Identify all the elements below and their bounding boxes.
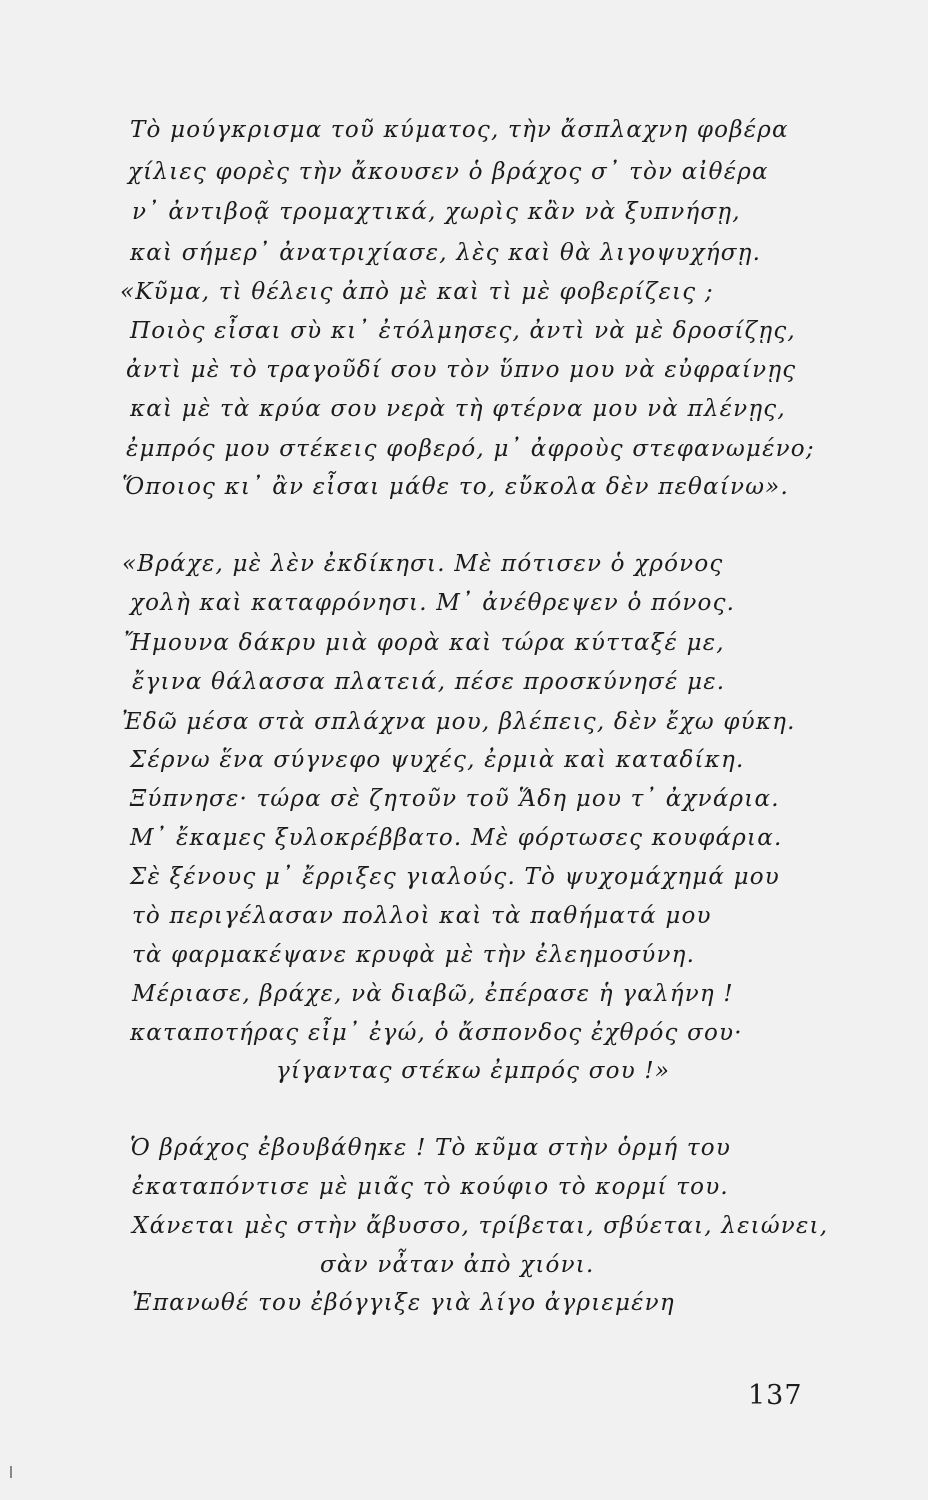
verse-line: Χάνεται μὲς στὴν ἄβυσσο, τρίβεται, σβύεται, λειώνει, xyxy=(132,1213,829,1239)
verse-line: Ἐπανωθέ του ἐβόγγιξε γιὰ λίγο ἀγριεμένη xyxy=(132,1290,675,1316)
page-number: 137 xyxy=(748,1380,803,1411)
verse-line: Ἐδῶ μέσα στὰ σπλάχνα μου, βλέπεις, δὲν ἔχω φύκη. xyxy=(122,709,796,735)
verse-line: ν᾽ ἀντιβοᾷ τρομαχτικά, χωρὶς κἂν νὰ ξυπνήσῃ, xyxy=(132,199,741,225)
margin-mark xyxy=(10,1466,12,1478)
verse-line: Ξύπνησε· τώρα σὲ ζητοῦν τοῦ Ἅδη μου τ᾽ ἀχνάρια. xyxy=(130,786,780,812)
verse-line: τὰ φαρμακέψανε κρυφὰ μὲ τὴν ἐλεημοσύνη. xyxy=(132,942,696,968)
verse-line: χολὴ καὶ καταφρόνησι. Μ᾽ ἀνέθρεψεν ὁ πόνος. xyxy=(130,590,736,616)
verse-line: καὶ σήμερ᾽ ἀνατριχίασε, λὲς καὶ θὰ λιγοψυχήσῃ. xyxy=(130,240,762,266)
verse-line: Σὲ ξένους μ᾽ ἔρριξες γιαλούς. Τὸ ψυχομάχημά μου xyxy=(130,864,780,890)
verse-line: «Βράχε, μὲ λὲν ἐκδίκησι. Μὲ πότισεν ὁ χρόνος xyxy=(122,551,724,577)
verse-line: Μ᾽ ἔκαμες ξυλοκρέββατο. Μὲ φόρτωσες κουφάρια. xyxy=(130,825,783,851)
verse-line: Σέρνω ἕνα σύγνεφο ψυχές, ἐρμιὰ καὶ καταδίκη. xyxy=(130,747,745,773)
verse-line: Ποιὸς εἶσαι σὺ κι᾽ ἐτόλμησες, ἀντὶ νὰ μὲ δροσίζῃς, xyxy=(130,318,796,344)
verse-line: καταποτήρας εἶμ᾽ ἐγώ, ὁ ἄσπονδος ἐχθρός σου· xyxy=(130,1020,743,1046)
verse-line: Ὅποιος κι᾽ ἂν εἶσαι μάθε το, εὔκολα δὲν πεθαίνω». xyxy=(122,474,789,500)
verse-line: ἀντὶ μὲ τὸ τραγοῦδί σου τὸν ὕπνο μου νὰ εὐφραίνῃς xyxy=(126,357,797,383)
verse-line: καὶ μὲ τὰ κρύα σου νερὰ τὴ φτέρνα μου νὰ πλένῃς, xyxy=(130,396,786,422)
verse-line: γίγαντας στέκω ἐμπρός σου !» xyxy=(276,1058,671,1084)
verse-line: Τὸ μούγκρισμα τοῦ κύματος, τὴν ἄσπλαχνη φοβέρα xyxy=(130,117,789,143)
verse-line: τὸ περιγέλασαν πολλοὶ καὶ τὰ παθήματά μου xyxy=(132,903,712,929)
verse-line: Μέριασε, βράχε, νὰ διαβῶ, ἐπέρασε ἡ γαλήνη ! xyxy=(132,981,734,1007)
verse-line: Ἤμουνα δάκρυ μιὰ φορὰ καὶ τώρα κύτταξέ με, xyxy=(124,630,725,656)
verse-line: ἔγινα θάλασσα πλατειά, πέσε προσκύνησέ με. xyxy=(132,669,726,695)
verse-line: ἐκαταπόντισε μὲ μιᾶς τὸ κούφιο τὸ κορμί του. xyxy=(132,1174,729,1200)
verse-line: σὰν νἆταν ἀπὸ χιόνι. xyxy=(320,1252,595,1278)
verse-line: Ὁ βράχος ἐβουβάθηκε ! Τὸ κῦμα στὴν ὁρμή του xyxy=(130,1135,732,1161)
verse-line: χίλιες φορὲς τὴν ἄκουσεν ὁ βράχος σ᾽ τὸν αἰθέρα xyxy=(128,159,769,185)
verse-line: «Κῦμα, τὶ θέλεις ἀπὸ μὲ καὶ τὶ μὲ φοβερίζεις ; xyxy=(120,279,714,305)
verse-line: ἐμπρός μου στέκεις φοβερό, μ᾽ ἀφροὺς στεφανωμένο; xyxy=(126,436,815,462)
